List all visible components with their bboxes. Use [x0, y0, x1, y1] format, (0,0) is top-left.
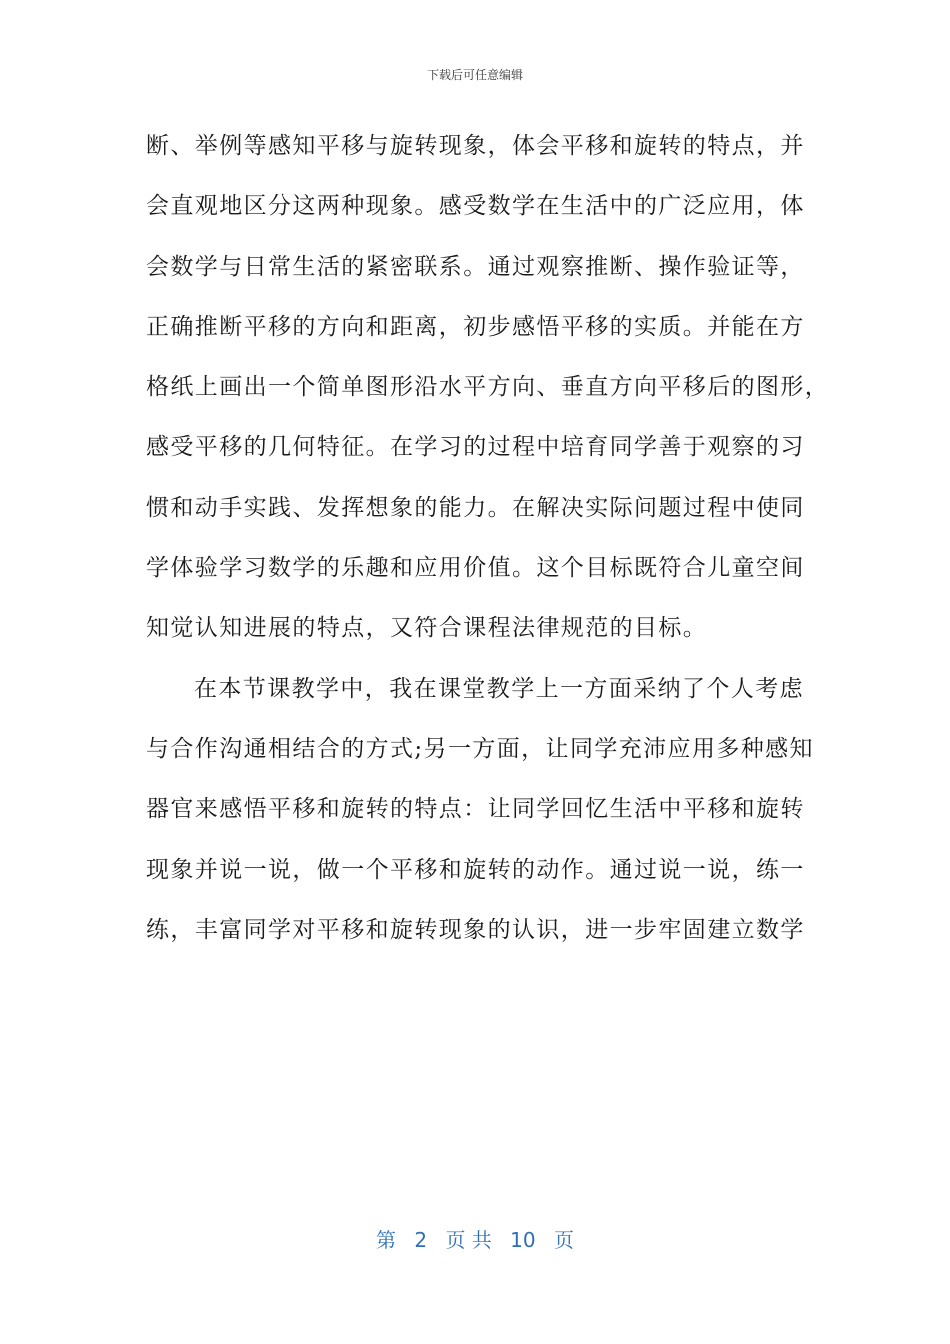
text-line: 现象并说一说，做一个平移和旋转的动作。通过说一说，练一 [146, 856, 805, 883]
text-line: 正确推断平移的方向和距离，初步感悟平移的实质。并能在方 [146, 313, 805, 340]
footer-total-pages: 10 [510, 1228, 536, 1252]
text-line: 惯和动手实践、发挥想象的能力。在解决实际问题过程中使同 [146, 494, 805, 521]
text-line: 会数学与日常生活的紧密联系。通过观察推断、操作验证等， [146, 253, 805, 280]
paragraph-start-line: 在本节课教学中，我在课堂教学上一方面采纳了个人考虑 [194, 675, 804, 702]
text-line: 感受平移的几何特征。在学习的过程中培育同学善于观察的习 [146, 434, 805, 461]
document-body [146, 116, 830, 960]
text-line: 会直观地区分这两种现象。感受数学在生活中的广泛应用，体 [146, 193, 805, 220]
text-line: 断、举例等感知平移与旋转现象，体会平移和旋转的特点，并 [146, 133, 805, 159]
footer-current-page: 2 [414, 1228, 428, 1252]
header-text: 下载后可任意编辑 [426, 68, 523, 82]
text-line: 器官来感悟平移和旋转的特点：让同学回忆生活中平移和旋转 [146, 796, 805, 823]
footer-suffix: 页 [553, 1228, 574, 1252]
text-line: 格纸上画出一个简单图形沿水平方向、垂直方向平移后的图形， [146, 374, 830, 401]
page-footer [0, 1224, 950, 1253]
text-line: 学体验学习数学的乐趣和应用价值。这个目标既符合儿童空间 [146, 555, 805, 582]
text-line: 与合作沟通相结合的方式;另一方面，让同学充沛应用多种感知 [146, 735, 814, 762]
text-line: 知觉认知进展的特点，又符合课程法律规范的目标。 [146, 615, 708, 642]
footer-prefix: 第 [376, 1228, 396, 1252]
text-line: 练，丰富同学对平移和旋转现象的认识，进一步牢固建立数学 [146, 916, 805, 943]
footer-middle: 页 共 [445, 1228, 492, 1252]
page-header [0, 66, 950, 83]
